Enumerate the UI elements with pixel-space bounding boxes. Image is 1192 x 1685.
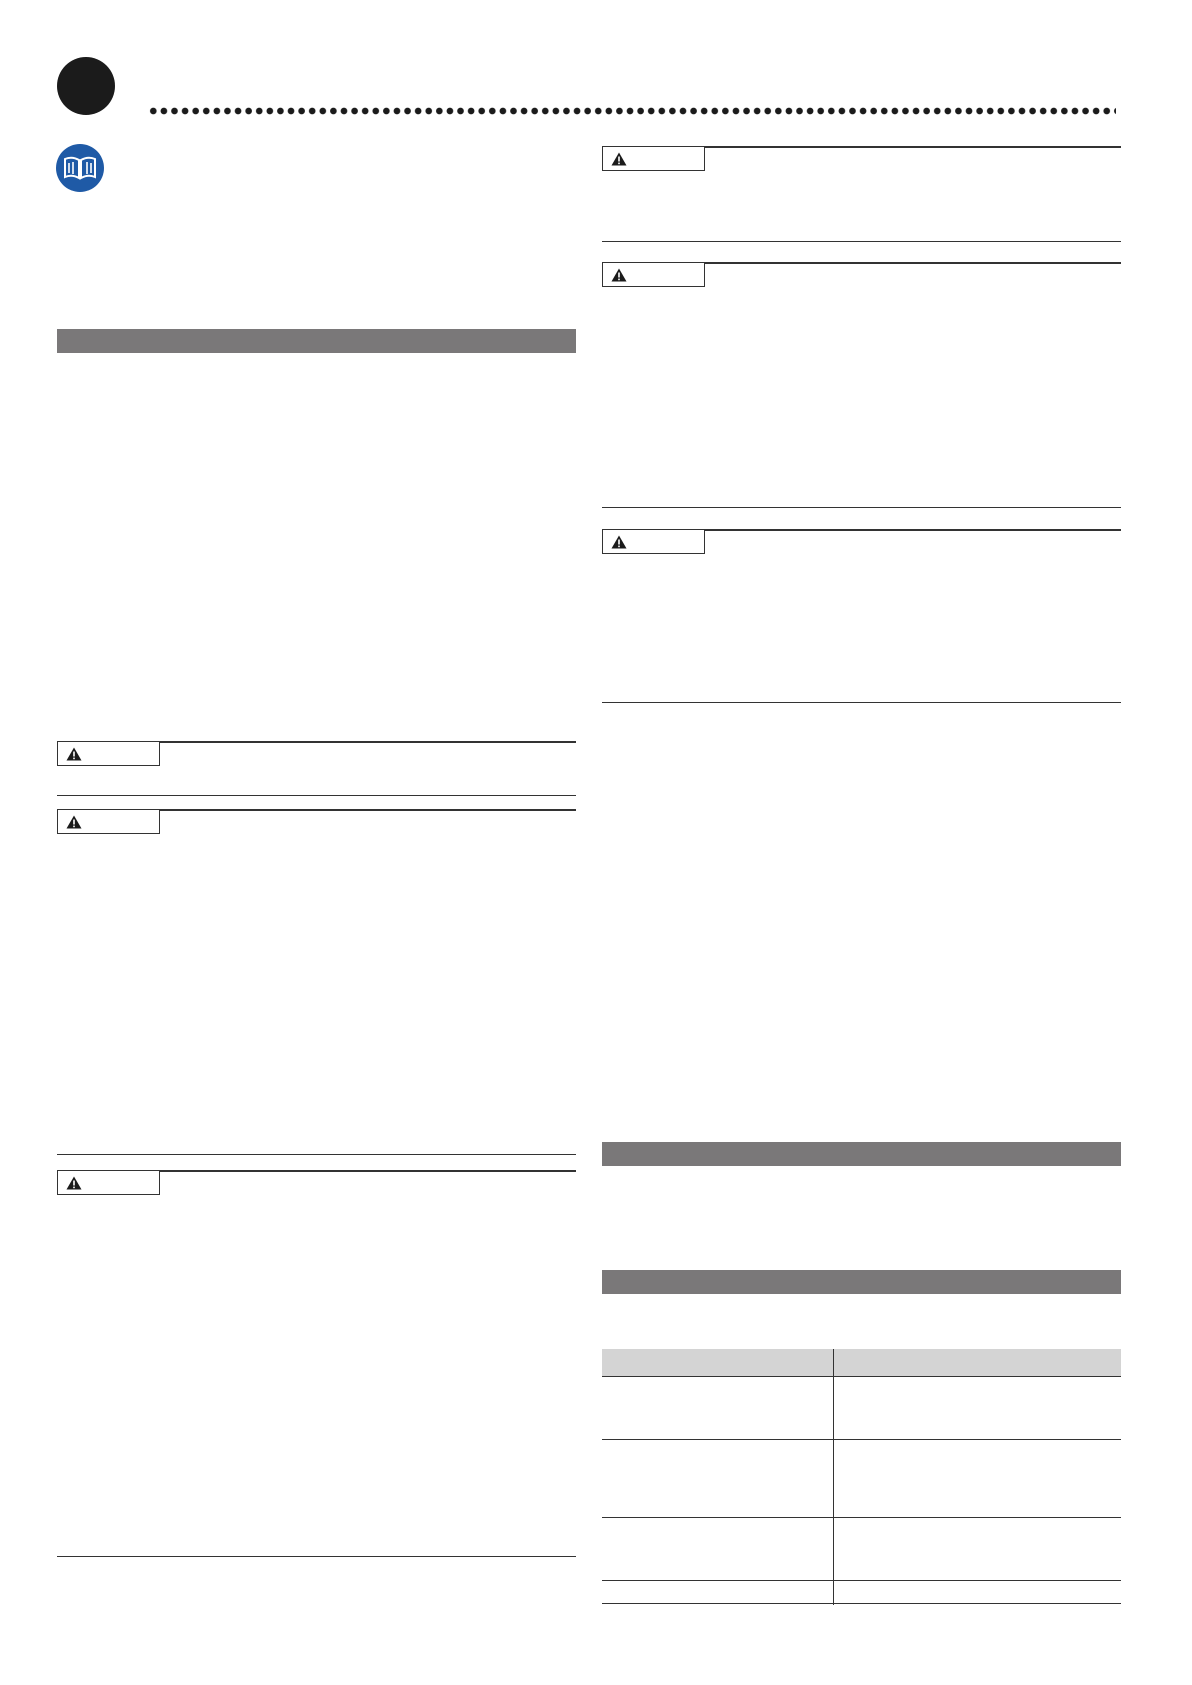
section-heading-bar [602,1270,1121,1294]
warning-badge [602,146,705,171]
warning-block [57,741,576,797]
warning-block [602,529,1121,704]
read-manual-icon [56,144,104,192]
table-header [602,1349,1121,1376]
table-row [602,1439,1121,1440]
warning-triangle-icon [611,535,627,549]
warning-triangle-icon [611,152,627,166]
table-row [602,1580,1121,1581]
warning-triangle-icon [66,1176,82,1190]
table-column-divider [833,1349,834,1605]
warning-triangle-icon [66,747,82,761]
warning-badge [57,741,160,766]
spec-table [602,1349,1121,1605]
section-heading-bar [602,1142,1121,1166]
warning-block [602,146,1121,243]
warning-badge [602,529,705,554]
page-number-dot [57,57,115,115]
warning-badge [57,1170,160,1195]
table-row [602,1603,1121,1604]
warning-block [57,1170,576,1559]
warning-block [602,262,1121,509]
warning-triangle-icon [611,268,627,282]
warning-badge [57,809,160,834]
table-row [602,1517,1121,1518]
dotted-header-rule [148,106,1116,116]
warning-triangle-icon [66,815,82,829]
warning-badge [602,262,705,287]
section-heading-bar [57,329,576,353]
warning-block [57,809,576,1157]
